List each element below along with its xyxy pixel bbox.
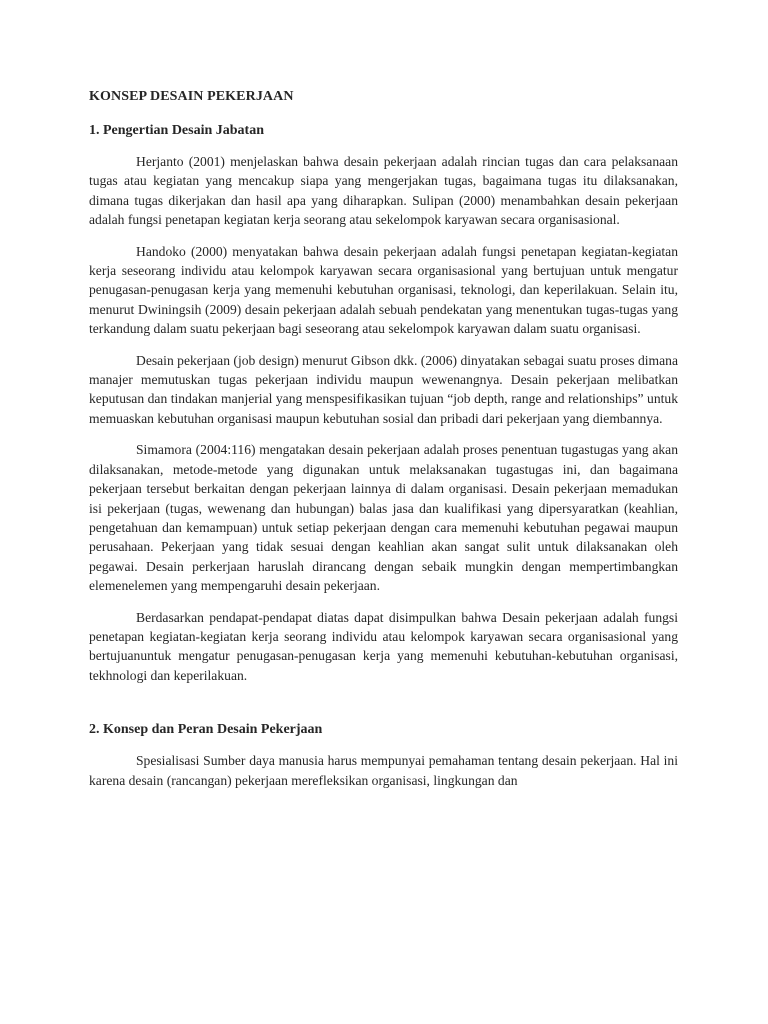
paragraph: Berdasarkan pendapat-pendapat diatas dapat disimpulkan bahwa Desain pekerjaan adalah fungsi penetapan kegiatan-kegiatan kerja seorang individu atau kelompok karyawan secara organisasional yang bertujuanuntuk mengatur penugasan-penugasan kerja yang memenuhi kebutuhan-kebutuhan organisasi, tekhnologi dan keperilakuan. xyxy=(89,609,678,683)
section-heading-konsep: 2. Konsep dan Peran Desain Pekerjaan xyxy=(89,722,323,738)
paragraph: Handoko (2000) menyatakan bahwa desain pekerjaan adalah fungsi penetapan kegiatan-kegiatan kerja seseorang individu atau kelompok karyawan secara organisasional yang bertujuan untuk mengatur penugasan-penugasan kerja yang memenuhi kebutuhan organisasi, teknologi, dan keperilakuan. Selain itu, menurut Dwiningsih (2009) desain pekerjaan adalah sebuah pendekatan yang menentukan tugas-tugas yang terkandung dalam suatu pekerjaan bagi seseorang atau sekelompok karyawan dalam suatu organisasi. xyxy=(89,243,678,337)
paragraph: Spesialisasi Sumber daya manusia harus mempunyai pemahaman tentang desain pekerjaan. Hal ini karena desain (rancangan) pekerjaan merefleksikan organisasi, lingkungan dan xyxy=(89,753,678,788)
section-spacer xyxy=(89,697,678,721)
document-title: KONSEP DESAIN PEKERJAAN xyxy=(89,89,294,104)
paragraph: Herjanto (2001) menjelaskan bahwa desain pekerjaan adalah rincian tugas dan cara pelaksanaan tugas atau kegiatan yang mencakup siapa yang mengerjakan tugas, bagaimana tugas itu dilaksanakan, dimana tugas dikerjakan dan hasil apa yang diharapkan. Sulipan (2000) menambahkan desain pekerjaan adalah fungsi penetapan kegiatan kerja seorang atau sekelompok karyawan secara organisasional. xyxy=(89,154,678,228)
paragraph: Desain pekerjaan (job design) menurut Gibson dkk. (2006) dinyatakan sebagai suatu proses dimana manajer memutuskan tugas pekerjaan individu maupun wewenangnya. Desain pekerjaan melibatkan keputusan dan tindakan manjerial yang menspesifikasikan tujuan “job depth, range and relationships” untuk memuaskan kebutuhan organisasi maupun kebutuhan sosial dan pribadi dari pekerjaan yang diembannya. xyxy=(89,352,678,426)
section-heading-pengertian: 1. Pengertian Desain Jabatan xyxy=(89,123,264,138)
paragraph: Simamora (2004:116) mengatakan desain pekerjaan adalah proses penentuan tugastugas yang akan dilaksanakan, metode-metode yang digunakan untuk melaksanakan tugastugas ini, dan bagaimana pekerjaan tersebut berkaitan dengan pekerjaan lainnya di dalam organisasi. Desain pekerjaan memadukan isi pekerjaan (tugas, wewenang dan hubungan) balas jasa dan kualifikasi yang dipersyaratkan (keahlian, pengetahuan dan kemampuan) untuk setiap pekerjaan dengan cara memenuhi kebutuhan pegawai maupun perusahaan. Pekerjaan yang tidak sesuai dengan keahlian akan sangat sulit untuk dilaksanakan oleh pegawai. Desain perkerjaan haruslah dirancang dengan sebaik mungkin dengan mempertimbangkan elemenelemen yang mempengaruhi desain pekerjaan. xyxy=(89,442,678,594)
document-page xyxy=(89,88,678,802)
